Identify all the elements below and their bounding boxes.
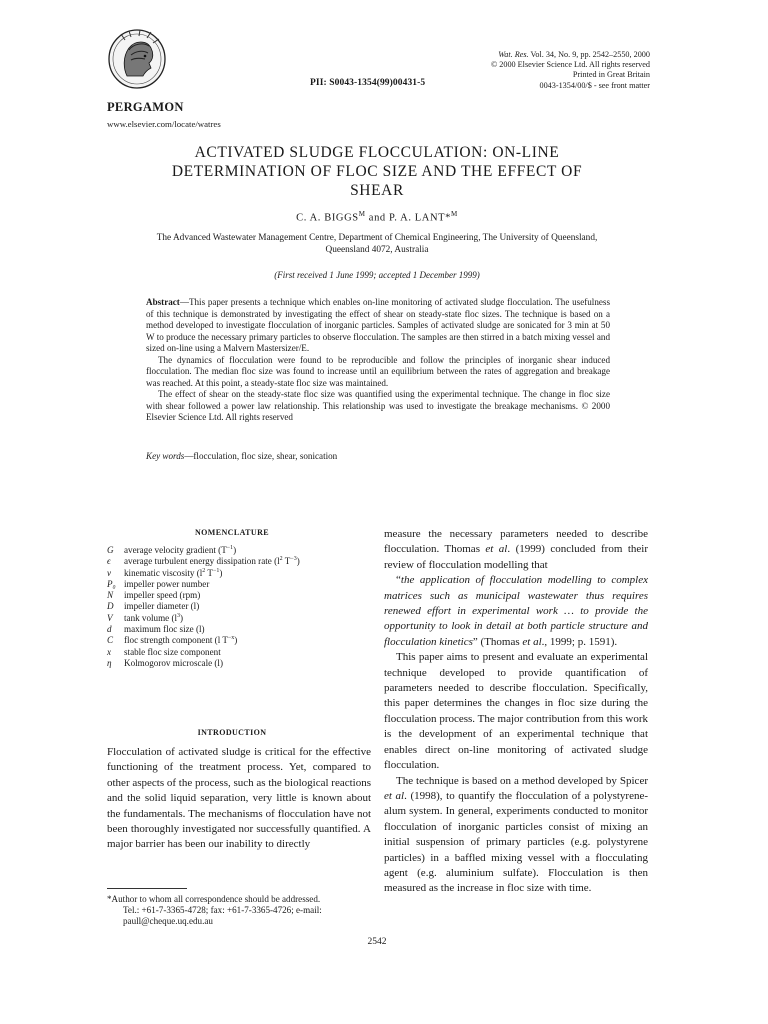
nomenclature-symbol: d <box>107 624 112 635</box>
keywords-label: Key words <box>146 451 185 461</box>
body-paragraph: This paper aims to present and evaluate an experimental technique developed to provide quantification of parameters needed to describe flocculation. Specifically, this paper determines the changes in floc size during the flocculation process. The major contribution from this work is the development of an experimental technique that enables direct on-line monitoring of activated sludge flocculation. <box>384 651 648 772</box>
nomenclature-symbol: V <box>107 612 113 623</box>
body-paragraph <box>384 527 648 573</box>
nomenclature-symbol: G <box>107 545 114 555</box>
author-mark: M <box>358 210 366 218</box>
nomenclature-item <box>107 635 373 646</box>
citation-etal: et al <box>485 543 508 556</box>
definition-text: ) <box>234 635 238 646</box>
affiliation: The Advanced Wastewater Management Centre, Department of Chemical Engineering, The University of Queensland, Queensland 4072, Australia <box>156 233 598 255</box>
nomenclature-item <box>107 613 373 624</box>
nomenclature-item <box>107 556 373 567</box>
definition-text: impeller speed (rpm) <box>124 590 201 601</box>
unit-exponent: −1 <box>212 567 220 574</box>
author-name: C. A. BIGGS <box>296 212 359 224</box>
introduction-body <box>107 745 371 853</box>
nomenclature-definition <box>124 624 205 635</box>
definition-text: T <box>205 567 213 578</box>
nomenclature-symbol: P₀ <box>107 578 116 589</box>
footnote-line: Tel.: +61-7-3365-4728; fax: +61-7-3365-4726; e-mail: paull@cheque.uq.edu.au <box>123 905 322 927</box>
definition-text: ) <box>296 556 300 567</box>
journal-url[interactable]: www.elsevier.com/locate/watres <box>107 119 221 129</box>
footnote-line: *Author to whom all correspondence should be addressed. <box>107 894 321 904</box>
body-paragraph <box>384 774 648 897</box>
quote-citation: ” (Thomas <box>472 635 523 648</box>
journal-citation-line: Printed in Great Britain <box>572 70 650 80</box>
nomenclature-symbol: C <box>107 635 114 646</box>
citation-etal: et al <box>522 635 542 648</box>
footnote-divider <box>107 888 187 889</box>
journal-citation-line: © 2000 Elsevier Science Ltd. All rights reserved <box>490 60 650 70</box>
abstract-text: —This paper presents a technique which enables on-line monitoring of activated sludge flocculation. The usefulness of this technique is demonstrated by investigating the effect of shear on steady-state floc sizes. The technique is based on a method developed to investigate flocculation of inorganic particles. Samples of activated sludge are sonicated for 3 min at 50 W to produce the necessary primary particles to observe flocculation. The samples are then stirred in a batch mixing vessel and sized on-line using a Malvern Mastersizer/E. <box>146 297 610 353</box>
unit-exponent: 2 <box>202 567 206 574</box>
nomenclature-item <box>107 647 373 658</box>
nomenclature-definition <box>124 658 223 669</box>
pii-identifier: PII: S0043-1354(99)00431-5 <box>310 78 426 88</box>
journal-citation <box>491 50 650 91</box>
author-mark: M <box>451 210 458 218</box>
journal-abbrev: Wat. Res. <box>498 50 529 59</box>
nomenclature-symbol: ϵ <box>107 556 111 567</box>
citation-etal: et al <box>384 789 405 802</box>
journal-citation-line: 0043-1354/00/$ - see front matter <box>539 80 650 90</box>
quoted-text: the application of flocculation modelling to complex matrices such as municipal wastewater thus requires renewed effort in experimental work … to provide the opportunity to look in detail at both particle structure and flocculation kinetics <box>384 574 648 648</box>
nomenclature-definition <box>124 545 236 556</box>
nomenclature-definition <box>124 568 222 579</box>
nomenclature-symbol: N <box>107 590 114 601</box>
unit-exponent: −3 <box>290 556 297 563</box>
definition-text: T <box>282 556 291 567</box>
definition-text: floc strength component (l T <box>124 635 228 646</box>
body-text: The technique is based on a method developed by Spicer <box>396 774 648 787</box>
definition-text: average turbulent energy dissipation rate (l <box>124 556 280 567</box>
body-text: measure the necessary parameters needed to describe flocculation. Thomas <box>384 528 648 556</box>
definition-text: kinematic viscosity (l <box>124 567 203 578</box>
keywords-text: —flocculation, floc size, shear, sonication <box>184 451 338 461</box>
definition-text: ) <box>219 567 223 578</box>
title-line: DETERMINATION OF FLOC SIZE AND THE EFFECT OF <box>171 163 583 180</box>
definition-text: tank volume (l <box>124 612 178 623</box>
definition-text: impeller power number <box>124 578 210 589</box>
definition-text: stable floc size component <box>124 646 221 657</box>
nomenclature-definition <box>124 647 221 658</box>
correspondence-footnote <box>107 894 373 928</box>
paper-title <box>107 143 647 200</box>
nomenclature-definition <box>124 556 300 567</box>
nomenclature-item <box>107 568 373 579</box>
definition-text: Kolmogorov microscale (l) <box>124 657 223 668</box>
journal-volume: Vol. 34, No. 9, pp. 2542–2550, 2000 <box>530 50 650 59</box>
nomenclature-item <box>107 624 373 635</box>
body-paragraph: Flocculation of activated sludge is critical for the effective functioning of the treatment process. Yet, compared to other aspects of the process, such as the biological reactions and the solid liquid separation, very little is known about the fundamentals. The mechanisms of flocculation have not been thoroughly investigated nor successfully quantified. A major barrier has been our inability to directly <box>107 746 371 851</box>
keywords <box>146 451 610 461</box>
body-text: . (1998), to quantify the flocculation of a polystyrene-alum system. In general, experiments conducted to monitor flocculation of inorganic particles consist of mixing an initial suspension of primary particles (e.g. polystyrene particles) in a baffled mixing vessel with a flocculating agent (e.g. aluminium sulfate). Flocculation is then measured as the increase in floc size with time. <box>384 789 648 895</box>
author-name: P. A. LANT* <box>389 212 452 224</box>
nomenclature-item <box>107 579 373 590</box>
quote-mark: “ <box>396 574 401 587</box>
nomenclature-symbol: x <box>107 646 112 657</box>
nomenclature-symbol: η <box>107 657 112 668</box>
abstract-paragraph: The dynamics of flocculation were found to be reproducible and follow the principles of inorganic shear induced flocculation. The median floc size was found to increase until an equilibrium between the rates of aggregation and breakage was reached. At this point, a steady-state floc size was maintained. <box>146 354 610 388</box>
title-line: ACTIVATED SLUDGE FLOCCULATION: ON-LINE <box>194 144 560 161</box>
author-conjunction: and <box>365 212 389 224</box>
abstract-paragraph <box>146 297 610 355</box>
publisher-name: PERGAMON <box>107 100 184 114</box>
nomenclature-item <box>107 545 373 556</box>
body-text: . (1999) concluded from their review of flocculation modelling that <box>384 543 648 571</box>
nomenclature-item <box>107 601 373 612</box>
definition-text: ) <box>180 612 184 623</box>
nomenclature-definition <box>124 579 209 590</box>
definition-text: impeller diameter (l) <box>124 601 200 612</box>
nomenclature-symbol: D <box>107 601 114 612</box>
title-line: SHEAR <box>350 182 404 199</box>
page-number: 2542 <box>367 937 387 947</box>
nomenclature-definition <box>124 635 237 646</box>
unit-exponent: 2 <box>279 556 283 563</box>
nomenclature-symbol: ν <box>107 567 112 578</box>
nomenclature-definition <box>124 601 199 612</box>
nomenclature-definition <box>124 590 200 601</box>
unit-exponent: −x <box>227 635 235 642</box>
unit-exponent: −1 <box>226 544 234 551</box>
author-list <box>107 210 647 224</box>
definition-text: ) <box>233 545 237 555</box>
nomenclature-item <box>107 658 373 669</box>
nomenclature-item <box>107 590 373 601</box>
nomenclature-list <box>107 545 373 669</box>
definition-text: average velocity gradient (T <box>124 545 227 555</box>
introduction-heading: INTRODUCTION <box>197 728 267 737</box>
definition-text: maximum floc size (l) <box>124 624 205 635</box>
abstract-paragraph: The effect of shear on the steady-state floc size was quantified using the experimental technique. The change in floc size with shear followed a power law relationship. This relationship was used to investigate the breakage mechanisms. © 2000 Elsevier Science Ltd. All rights reserved <box>146 389 610 422</box>
right-column-body <box>384 527 648 897</box>
quote-paragraph <box>384 573 648 650</box>
publisher-logo <box>107 28 167 90</box>
abstract-label: Abstract <box>146 297 180 307</box>
unit-exponent: 3 <box>177 612 181 619</box>
abstract <box>146 297 610 424</box>
journal-citation-line <box>491 50 650 60</box>
nomenclature-definition <box>124 613 183 624</box>
received-dates: (First received 1 June 1999; accepted 1 December 1999) <box>274 270 480 280</box>
nomenclature-heading: NOMENCLATURE <box>195 528 269 537</box>
quote-citation: ., 1999; p. 1591). <box>541 635 618 648</box>
